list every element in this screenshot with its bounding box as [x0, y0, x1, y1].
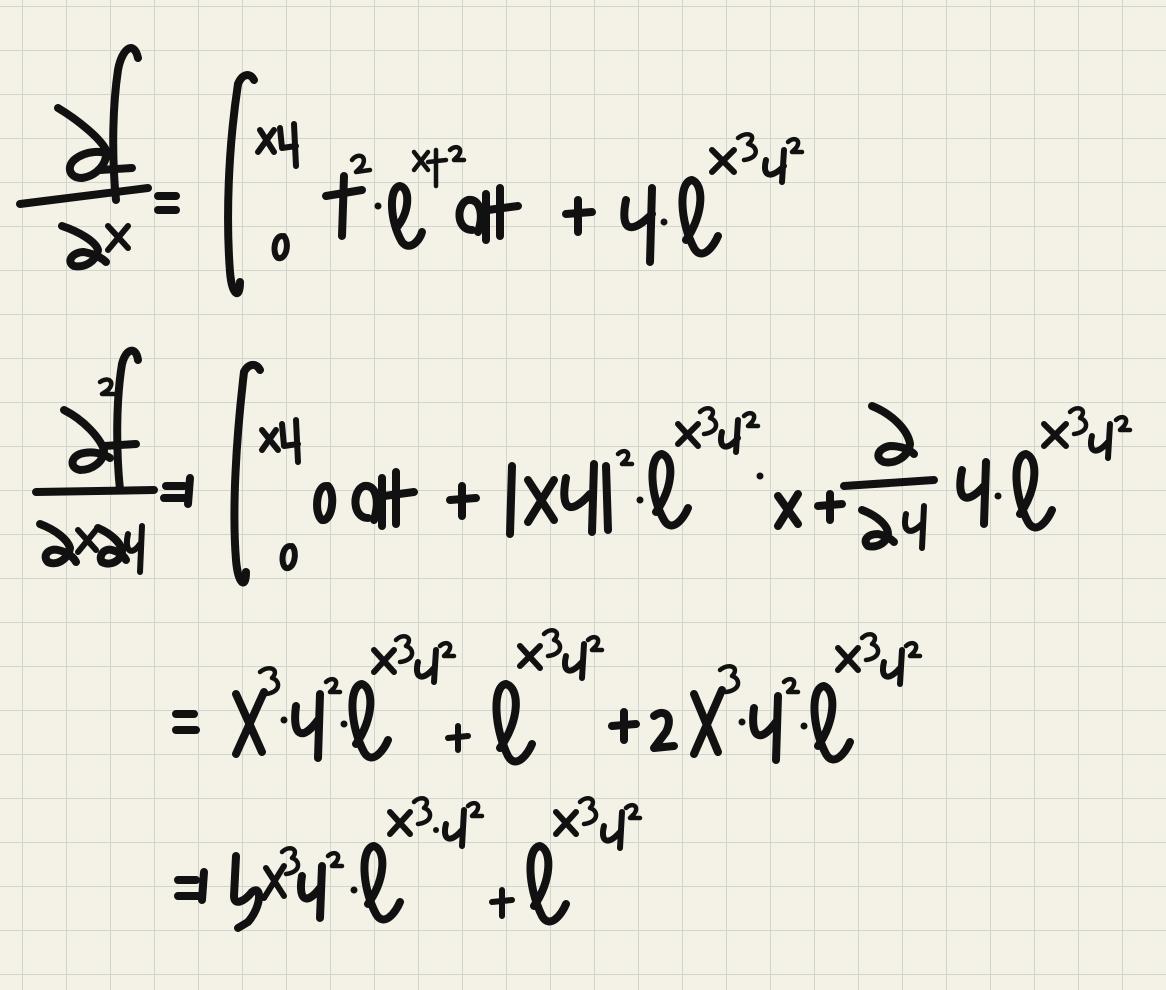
- product-term-line-2: [510, 408, 798, 534]
- second-partial-fraction: [36, 351, 154, 572]
- term-3x3y2e-line-4: [234, 798, 482, 928]
- partial-y-term-line-2: [844, 406, 1130, 548]
- equation-line-2: [36, 351, 1130, 583]
- plus-sign-3: [818, 494, 842, 520]
- term-2x3y2e-line-3: [654, 634, 920, 760]
- equation-line-1: [20, 48, 802, 293]
- term-e-line-4: [530, 798, 640, 921]
- integral-line-2: [234, 365, 414, 583]
- plus-sign-1: [566, 200, 592, 232]
- integral-line-1: [228, 75, 296, 293]
- term-e-line-3: [496, 630, 602, 761]
- plus-sign-4: [448, 726, 468, 750]
- equals-sign-4: [178, 872, 204, 900]
- term-x3y2e-line-3: [236, 636, 454, 758]
- equals-sign-2: [164, 478, 190, 504]
- equals-sign-3: [176, 714, 196, 730]
- integrand-line-1: [326, 147, 518, 246]
- equation-line-3: [176, 630, 920, 761]
- plus-sign-2: [450, 486, 476, 516]
- partial-f-over-partial-x: [20, 48, 148, 266]
- y-exp-term-line-1: [624, 134, 802, 262]
- equals-sign-1: [158, 196, 176, 210]
- equation-line-4: [178, 798, 640, 928]
- plus-sign-5: [612, 712, 636, 740]
- plus-sign-6: [492, 890, 512, 916]
